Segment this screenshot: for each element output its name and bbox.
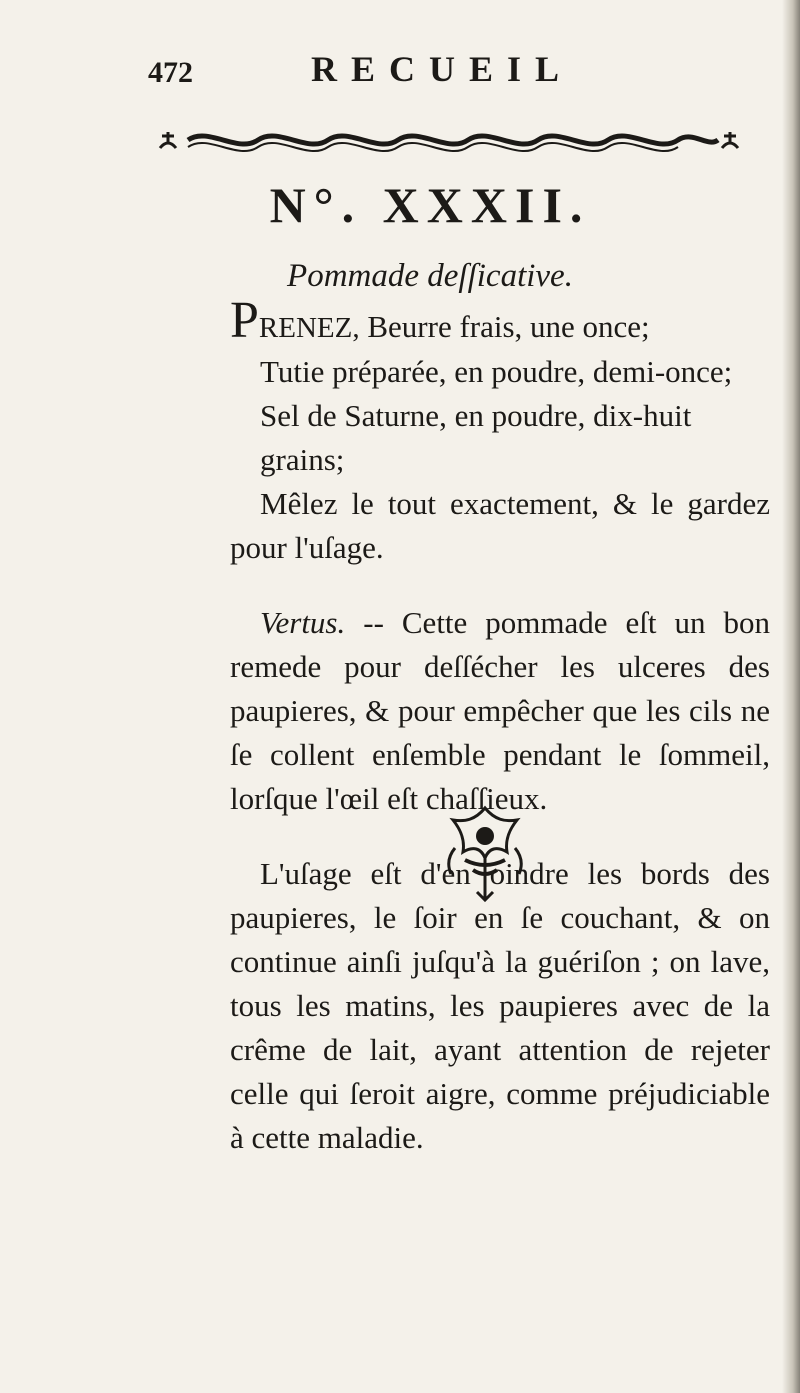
lead-word: RENEZ, bbox=[258, 312, 360, 344]
section-heading: N°. XXXII. bbox=[269, 177, 591, 233]
recipe-line-1 bbox=[230, 292, 650, 349]
page-number: 472 bbox=[148, 56, 193, 89]
ingredient-1: Beurre frais, une once; bbox=[359, 309, 650, 344]
vertus-label: Vertus. bbox=[260, 605, 346, 640]
recipe-body bbox=[230, 292, 770, 1191]
floral-tailpiece-icon bbox=[435, 800, 535, 910]
ingredient-3: Sel de Saturne, en poudre, dix-huit grains; bbox=[260, 398, 692, 477]
recipe-ingredients bbox=[230, 292, 770, 482]
mix-instruction: Mêlez le tout exactement, & le gardez pour l'uſage. bbox=[230, 486, 770, 565]
page-edge bbox=[782, 0, 800, 1393]
usage-paragraph: L'uſage eſt d'en oindre les bords des paupieres, le ſoir en ſe couchant, & on continue ainſi juſqu'à la guériſon ; on lave, tous les matins, les paupieres avec de la crême de lait, ayant attention de rejeter celle qui ſeroit aigre, comme préjudiciable à cette maladie. bbox=[230, 856, 770, 1155]
ingredient-2: Tutie préparée, en poudre, demi-once; bbox=[260, 354, 733, 389]
section-subheading: Pommade deſſicative. bbox=[287, 258, 573, 294]
running-title: RECUEIL bbox=[311, 49, 574, 89]
vertus-paragraph bbox=[230, 601, 770, 821]
vertus-text: -- Cette pommade eſt un bon remede pour deſſécher les ulceres des paupieres, & pour empêcher que les cils ne ſe collent enſemble pendant le ſommeil, lorſque l'œil eſt chaſſieux. bbox=[230, 605, 770, 816]
page-header bbox=[148, 42, 708, 102]
printer-ornament-band-icon bbox=[148, 120, 748, 160]
drop-cap: P bbox=[230, 292, 259, 349]
